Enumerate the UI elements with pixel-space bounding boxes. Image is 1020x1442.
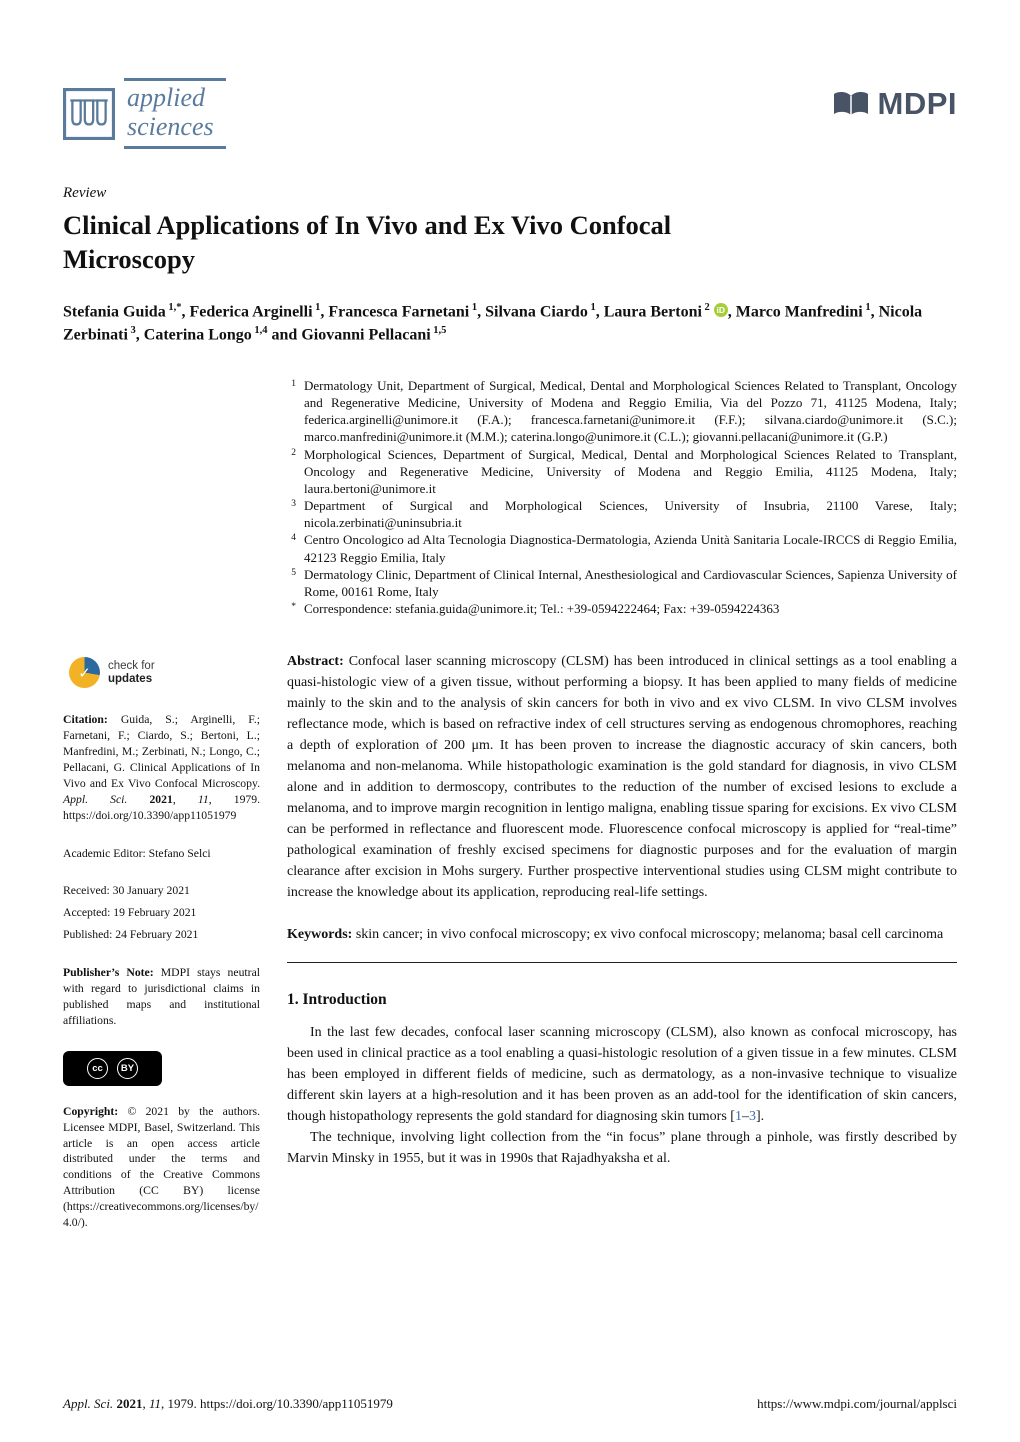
affiliation-item bbox=[287, 377, 957, 446]
publishers-note-text: MDPI stays neutral with regard to jurisdictional claims in published maps and institutional affiliations. bbox=[63, 966, 261, 1027]
article-title: Clinical Applications of In Vivo and Ex Vivo Confocal Microscopy bbox=[63, 210, 672, 274]
text-segment: https://doi.org/10.3390/app11051979 bbox=[63, 808, 237, 822]
author-list bbox=[63, 300, 957, 347]
intro-paragraph-2: The technique, involving light collection from the “in focus” plane through a pinhole, was firstly described by Marvin Minsky in 1955, but it was in 1990s that Rajadhyaksha et al. bbox=[287, 1130, 957, 1167]
doi-link[interactable]: https://doi.org/10.3390/app11051979 bbox=[199, 1396, 393, 1411]
published-date: Published: 24 February 2021 bbox=[63, 928, 199, 942]
journal-logo[interactable] bbox=[63, 78, 226, 149]
content-columns bbox=[63, 651, 957, 1253]
keywords bbox=[287, 924, 957, 945]
history-dates bbox=[63, 883, 260, 943]
author-separator: , bbox=[595, 303, 604, 321]
crossmark-icon bbox=[69, 657, 100, 688]
journal-name-line2: sciences bbox=[127, 111, 214, 141]
academic-editor: Academic Editor: Stefano Selci bbox=[63, 846, 211, 860]
affiliation-number: 3 bbox=[291, 499, 296, 510]
orcid-icon[interactable]: iD bbox=[714, 303, 728, 317]
author-affiliation-sup: 1,* bbox=[165, 301, 182, 313]
text-segment: , 1979. bbox=[208, 792, 261, 806]
text-segment: Citation: bbox=[63, 713, 121, 727]
affiliation-list bbox=[287, 377, 957, 617]
affiliation-item bbox=[287, 446, 957, 497]
journal-url-link[interactable]: https://www.mdpi.com/journal/applsci bbox=[757, 1396, 957, 1411]
open-book-icon bbox=[831, 88, 871, 120]
journal-name bbox=[124, 78, 226, 149]
check-updates-badge[interactable] bbox=[69, 657, 260, 688]
text-segment: ]. bbox=[755, 1109, 765, 1125]
author-name: Nicola Zerbinati bbox=[63, 303, 923, 344]
footer-year: 2021 bbox=[116, 1396, 143, 1411]
section-divider bbox=[287, 962, 957, 963]
affiliation-number: * bbox=[291, 602, 296, 612]
received-date: Received: 30 January 2021 bbox=[63, 884, 190, 898]
cc-icon: cc bbox=[87, 1058, 108, 1079]
intro-paragraph-1 bbox=[287, 1022, 957, 1127]
reference-link[interactable]: 3 bbox=[748, 1109, 756, 1125]
author-name: Stefania Guida bbox=[63, 303, 166, 321]
check-updates-line1: check for bbox=[108, 659, 155, 672]
keywords-label: Keywords: bbox=[287, 927, 353, 943]
author-name: Silvana Ciardo bbox=[485, 303, 588, 321]
footer-journal-abbrev: Appl. Sci. bbox=[63, 1396, 117, 1411]
author-affiliation-sup: 1 bbox=[587, 301, 596, 313]
affiliation-number: 5 bbox=[291, 567, 296, 578]
author-affiliation-sup: 1 bbox=[469, 301, 478, 313]
affiliation-item bbox=[287, 497, 957, 531]
author-separator: , bbox=[870, 303, 879, 321]
affiliation-text: Department of Surgical and Morphological Sciences, University of Insubria, 21100 Varese, Italy; nicola.zerbinati@uninsubria.it bbox=[304, 498, 957, 531]
abstract-text: Confocal laser scanning microscopy (CLSM) has been introduced in clinical settings as a tool enabling a quasi-histologic view of a given tissue, without performing a biopsy. It has been applied to many fields of medicine mainly to the skin and to the analysis of skin cancers for both in vivo and ex vivo CLSM. In vivo CLSM involves reflectance mode, which is based on refractive index of cell structures serving as endogenous chromophores, reaching a depth of exploration of 200 μm. It has been proven to increase the diagnostic accuracy of skin cancers, both melanoma and non-melanoma. While histopathologic examination is the gold standard for diagnosis, in vivo CLSM alone and in addition to dermoscopy, contributes to the reduction of the number of excised lesions to exclude a melanoma, and to improve margin recognition in lentigo maligna, enabling tissue sparing for excisions. Ex vivo CLSM can be performed in reflectance and fluorescent mode. Fluorescence confocal microscopy is applied for “real-time” pathological examination of freshly excised specimens for diagnostic purposes and for the evaluation of margin clearance after excision in Mohs surgery. Further prospective interventional studies using CLSM might contribute to increase the knowledge about its application, reproducing real-life settings. bbox=[287, 654, 958, 901]
author-affiliation-sup: 1 bbox=[312, 301, 321, 313]
affiliation-text: Centro Oncologico ad Alta Tecnologia Diagnostica-Dermatologia, Azienda Unità Sanitaria Locale-IRCCS di Reggio Emilia, 42123 Reggio Emilia, Italy bbox=[304, 532, 957, 565]
author-affiliation-sup: 1,4 bbox=[251, 325, 268, 337]
author-affiliation-sup: 1,5 bbox=[430, 325, 447, 337]
abstract-label: Abstract: bbox=[287, 654, 344, 670]
footer-citation bbox=[63, 1396, 393, 1412]
cc-by-badge[interactable] bbox=[63, 1051, 162, 1086]
author-affiliation-sup: 1 bbox=[862, 301, 871, 313]
publishers-note-label: Publisher’s Note: bbox=[63, 966, 154, 980]
author-separator: , bbox=[477, 303, 486, 321]
footer-pages: , 1979. bbox=[160, 1396, 200, 1411]
footer-volume: 11 bbox=[148, 1396, 161, 1411]
by-icon: BY bbox=[117, 1058, 138, 1079]
accepted-date: Accepted: 19 February 2021 bbox=[63, 906, 197, 920]
main-column bbox=[287, 651, 957, 1253]
affiliation-item bbox=[287, 600, 957, 617]
section-heading-introduction: 1. Introduction bbox=[287, 991, 387, 1009]
check-icon: ✓ bbox=[78, 663, 91, 682]
affiliation-item bbox=[287, 566, 957, 600]
check-updates-line2: updates bbox=[108, 672, 153, 685]
affiliation-number: 2 bbox=[291, 447, 296, 458]
affiliation-item bbox=[287, 531, 957, 565]
journal-name-line1: applied bbox=[127, 83, 205, 112]
footer bbox=[63, 1396, 957, 1412]
copyright-text: © 2021 by the authors. Licensee MDPI, Basel, Switzerland. This article is an open access article distributed under the terms and conditions of the Creative Commons Attribution (CC BY) license (https://creativecommons.org/licenses/by/4.0/). bbox=[63, 1104, 260, 1230]
text-segment: – bbox=[741, 1109, 749, 1125]
affiliation-number: 4 bbox=[291, 533, 296, 544]
affiliation-text: Correspondence: stefania.guida@unimore.it; Tel.: +39-0594222464; Fax: +39-0594224363 bbox=[304, 601, 780, 616]
copyright-note bbox=[63, 1104, 260, 1231]
mdpi-logo[interactable] bbox=[831, 86, 958, 122]
author-name: Laura Bertoni bbox=[603, 303, 702, 321]
abstract bbox=[287, 651, 957, 903]
author-separator: and bbox=[267, 326, 302, 344]
publishers-note bbox=[63, 965, 260, 1029]
reference-link[interactable]: 1 bbox=[734, 1109, 742, 1125]
text-segment: In the last few decades, confocal laser scanning microscopy (CLSM), also known as confocal microscopy, has been used in clinical practice as a tool enabling a quasi-histologic resolution of a given tissue in a few minutes. CLSM has been employed in different fields of medicine, such as dermatology, as a non-invasive technique to visualize different skin layers at a high-resolution and it has been proven as an add-tool for the identification of skin cancers, though histopathology represents the gold standard for diagnosing skin tumors [ bbox=[287, 1025, 957, 1125]
text-segment: , bbox=[172, 792, 198, 806]
author-name: Marco Manfredini bbox=[735, 303, 863, 321]
affiliation-text: Morphological Sciences, Department of Surgical, Medical, Dental and Morphological Sciences Related to Transplant, Oncology and Regenerative Medicine, University of Modena and Reggio Emilia, 41125 Modena, Italy; laura.bertoni@unimore.it bbox=[304, 446, 957, 496]
affiliation-number: 1 bbox=[291, 378, 296, 389]
mdpi-wordmark: MDPI bbox=[877, 86, 957, 121]
check-updates-label bbox=[108, 660, 155, 686]
text-segment: 2021 bbox=[149, 792, 173, 806]
text-segment: Appl. Sci. bbox=[63, 792, 150, 806]
flasks-icon bbox=[63, 88, 115, 140]
author-separator: , bbox=[727, 303, 736, 321]
author-name: Giovanni Pellacani bbox=[301, 326, 431, 344]
affiliation-text: Dermatology Unit, Department of Surgical, Medical, Dental and Morphological Sciences Related to Transplant, Oncology and Regenerative Medicine, University of Modena and Reggio Emilia, Via del Pozzo 71, 41125 Modena, Italy; federica.arginelli@unimore.it (F.A.); francesca.farnetani@unimore.it (F.F.); silvana.ciardo@unimore.it (S.C.); marco.manfredini@unimore.it (M.M.); caterina.longo@unimore.it (C.L.); giovanni.pellacani@unimore.it (G.P.) bbox=[304, 377, 957, 445]
sidebar bbox=[63, 651, 260, 1253]
article-type: Review bbox=[63, 185, 107, 202]
footer-separator: , bbox=[142, 1396, 149, 1411]
author-name: Federica Arginelli bbox=[189, 303, 313, 321]
text-segment: Guida, S.; Arginelli, F.; Farnetani, F.; Ciardo, S.; Bertoni, L.; Manfredini, M.; Zerbinati, N.; Longo, C.; Pellacani, G. Clinical Applications of In Vivo and Ex Vivo Confocal Microscopy. bbox=[63, 713, 260, 790]
copyright-label: Copyright: bbox=[63, 1104, 119, 1118]
affiliation-text: Dermatology Clinic, Department of Clinical Internal, Anesthesiological and Cardiovascular Sciences, Sapienza University of Rome, 00161 Rome, Italy bbox=[304, 566, 957, 599]
author-separator: , bbox=[320, 303, 329, 321]
author-name: Caterina Longo bbox=[143, 326, 252, 344]
header bbox=[63, 78, 957, 149]
author-name: Francesca Farnetani bbox=[328, 303, 470, 321]
author-affiliation-sup: 3 bbox=[127, 325, 136, 337]
author-separator: , bbox=[135, 326, 144, 344]
citation-note bbox=[63, 712, 260, 823]
keywords-text: skin cancer; in vivo confocal microscopy; ex vivo confocal microscopy; melanoma; basal cell carcinoma bbox=[355, 927, 944, 943]
author-affiliation-sup: 2 bbox=[701, 301, 710, 313]
text-segment: 11 bbox=[197, 792, 209, 806]
author-separator: , bbox=[181, 303, 190, 321]
